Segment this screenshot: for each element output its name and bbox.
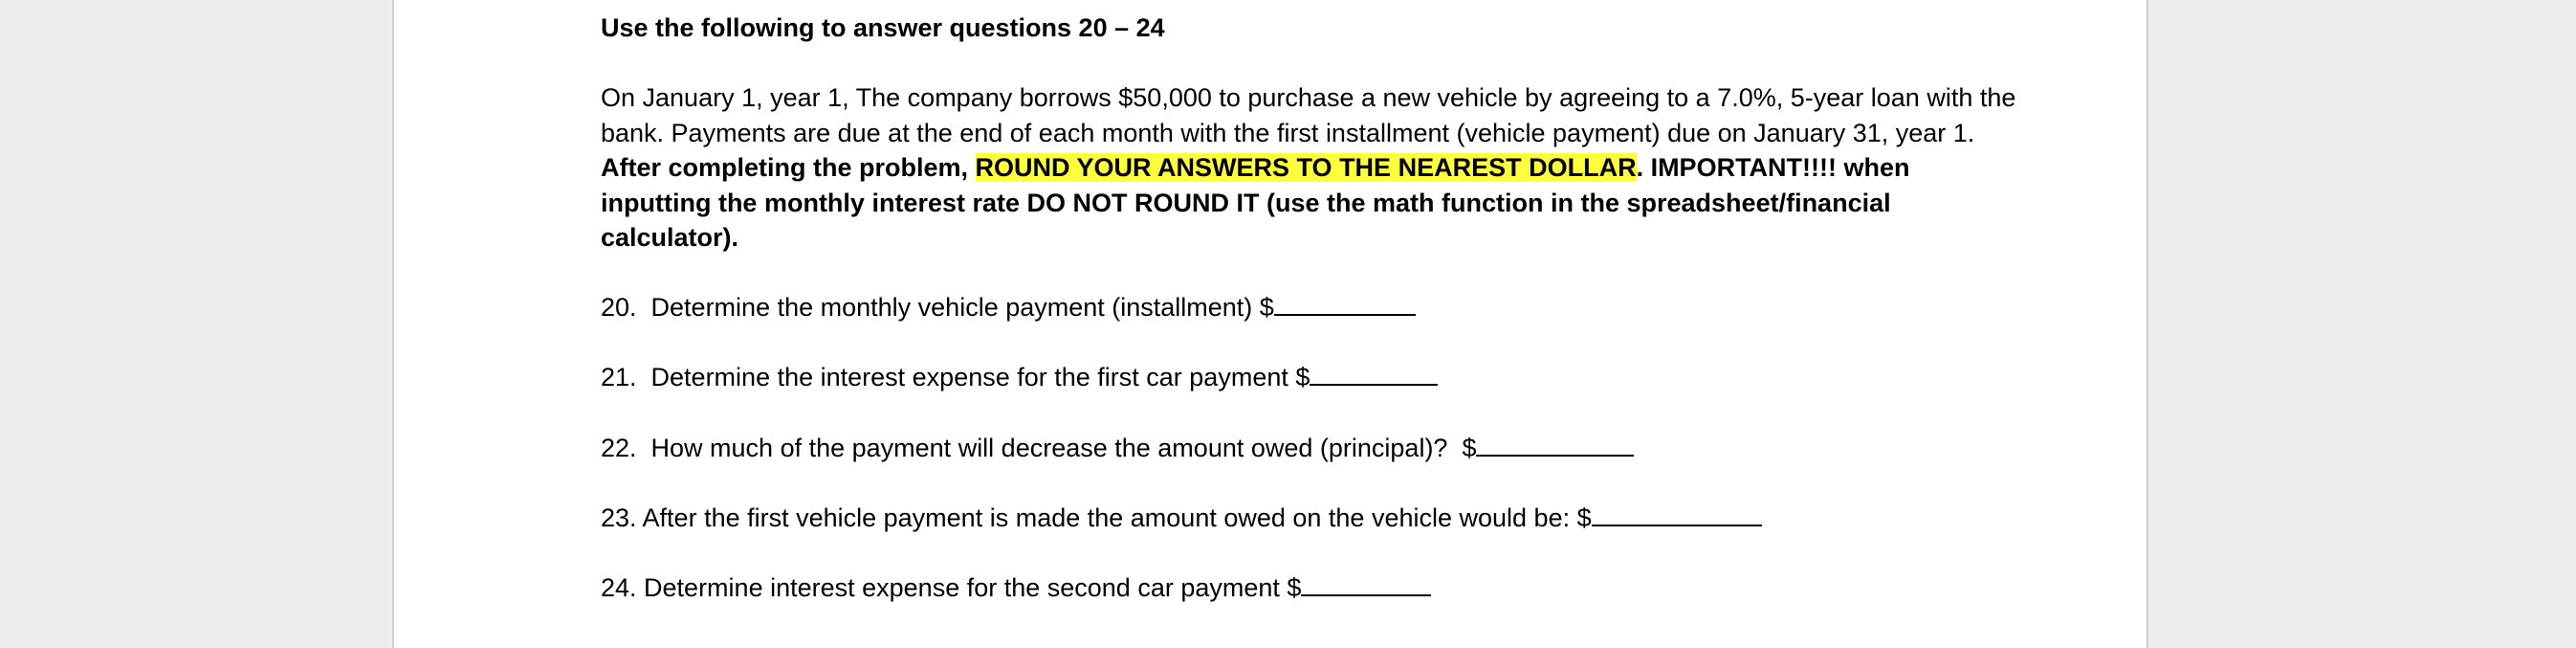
question-22 [601, 430, 1634, 466]
paragraph-intro: On January 1, year 1, The company borrows $50,000 to purchase a new vehicle by agreeing to a 7.0%, 5-year loan with the bank. Payments are due at the end of each month with the first installment (vehicle payment) due on January 31, year 1. [601, 83, 2016, 147]
question-text: 23. After the first vehicle payment is made the amount owed on the vehicle would be: $ [601, 503, 1592, 532]
paragraph-bold-lead: After completing the problem, [601, 153, 976, 182]
problem-paragraph [601, 80, 2016, 256]
answer-blank-23[interactable] [1592, 500, 1762, 526]
answer-blank-20[interactable] [1274, 289, 1416, 316]
question-text: 21. Determine the interest expense for the first car payment $ [601, 363, 1310, 391]
question-21 [601, 359, 1438, 395]
answer-blank-24[interactable] [1301, 570, 1431, 596]
section-heading: Use the following to answer questions 20 – 24 [601, 13, 1165, 42]
paragraph-bold-tail: . IMPORTANT!!!! when inputting the monthly interest rate DO NOT ROUND IT (use the math function in the spreadsheet/financial calculator). [601, 153, 1910, 252]
highlighted-instruction: ROUND YOUR ANSWERS TO THE NEAREST DOLLAR [975, 153, 1637, 182]
question-24 [601, 570, 1431, 606]
question-20 [601, 289, 1416, 325]
question-text: 20. Determine the monthly vehicle payment (installment) $ [601, 293, 1274, 322]
question-text: 22. How much of the payment will decrease the amount owed (principal)? $ [601, 434, 1477, 462]
question-text: 24. Determine interest expense for the second car payment $ [601, 573, 1302, 602]
answer-blank-22[interactable] [1476, 430, 1634, 457]
question-23 [601, 500, 1762, 536]
document-page [392, 0, 2148, 648]
answer-blank-21[interactable] [1310, 359, 1438, 386]
